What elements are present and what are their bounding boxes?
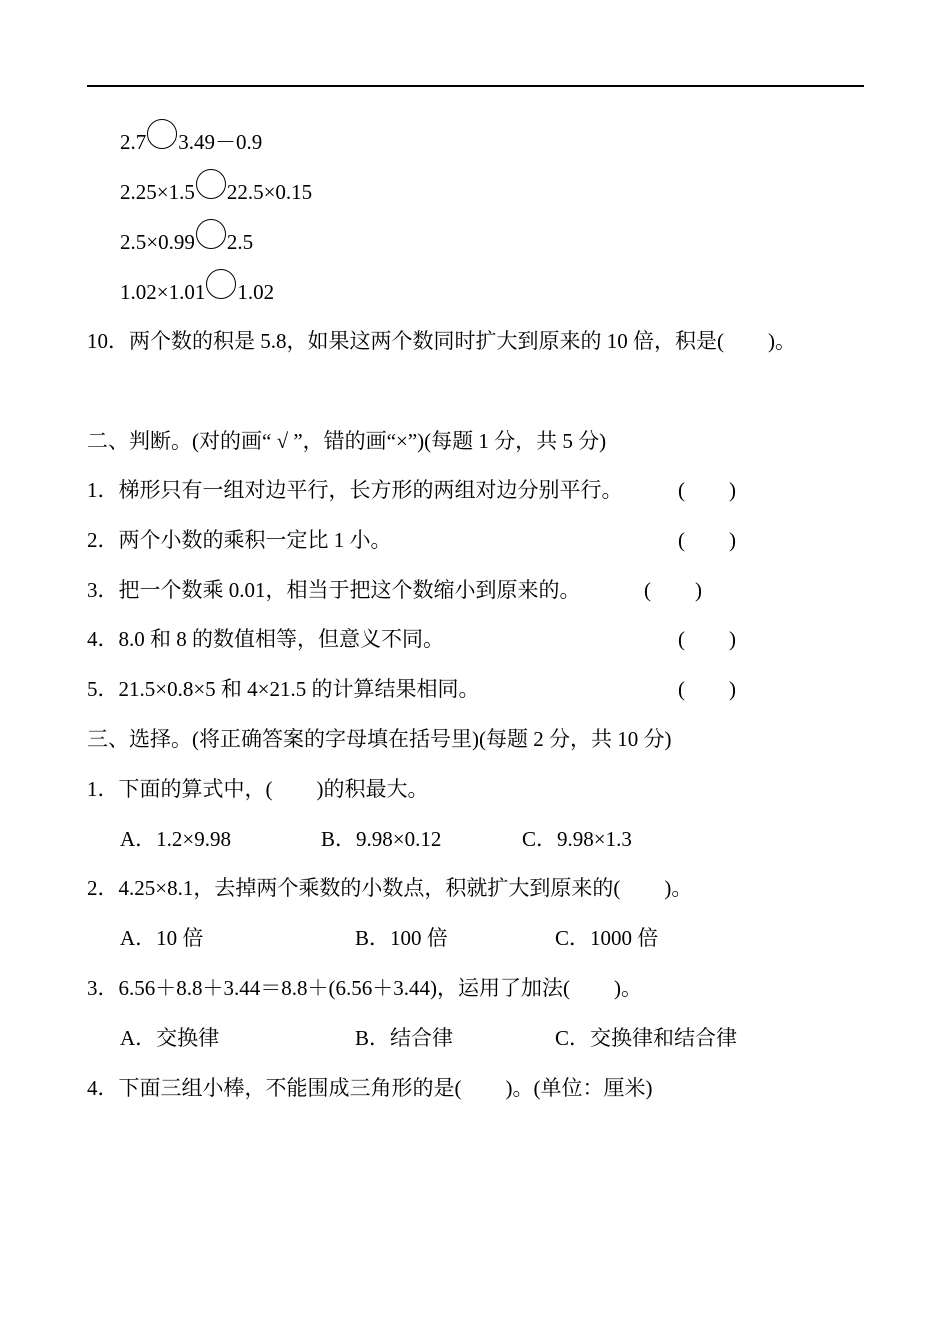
answer-circle[interactable] <box>196 169 226 199</box>
comparison-left: 1.02×1.01 <box>120 280 206 304</box>
judge-item-4: 4．8.0 和 8 的数值相等，但意义不同。 <box>87 627 444 651</box>
choice-3-option-c[interactable]: C．交换律和结合律 <box>555 1026 738 1050</box>
question-10-close: )。 <box>768 329 796 353</box>
comparison-left: 2.5×0.99 <box>120 230 195 254</box>
judge-answer-5[interactable]: ( ) <box>678 677 736 701</box>
judge-answer-2[interactable]: ( ) <box>678 528 736 552</box>
choice-question-4: 4．下面三组小棒，不能围成三角形的是( )。(单位：厘米) <box>87 1076 653 1100</box>
comparison-right: 22.5×0.15 <box>226 180 313 204</box>
comparison-row-1 <box>120 127 262 157</box>
section-2-title: 二、判断。(对的画“ √ ”，错的画“×”)(每题 1 分，共 5 分) <box>87 429 607 453</box>
choice-question-1: 1．下面的算式中，( )的积最大。 <box>87 777 429 801</box>
section-3-title: 三、选择。(将正确答案的字母填在括号里)(每题 2 分，共 10 分) <box>87 727 672 751</box>
judge-answer-1[interactable]: ( ) <box>678 478 736 502</box>
question-10-stem: 10．两个数的积是 5.8，如果这两个数同时扩大到原来的 10 倍，积是( <box>87 329 724 353</box>
choice-3-option-b[interactable]: B．结合律 <box>355 1026 454 1050</box>
question-10 <box>87 327 796 355</box>
comparison-left: 2.25×1.5 <box>120 180 195 204</box>
choice-question-3: 3．6.56＋8.8＋3.44＝8.8＋(6.56＋3.44)，运用了加法( )。 <box>87 976 642 1000</box>
choice-2-option-a[interactable]: A．10 倍 <box>120 926 204 950</box>
choice-2-option-b[interactable]: B．100 倍 <box>355 926 448 950</box>
choice-1-option-a[interactable]: A．1.2×9.98 <box>120 827 232 851</box>
choice-2-option-c[interactable]: C．1000 倍 <box>555 926 659 950</box>
header-rule <box>87 85 864 87</box>
choice-1-option-b[interactable]: B．9.98×0.12 <box>321 827 442 851</box>
judge-answer-3[interactable]: ( ) <box>644 578 702 602</box>
answer-circle[interactable] <box>206 269 236 299</box>
comparison-row-3 <box>120 227 253 257</box>
comparison-right: 3.49－0.9 <box>178 130 263 154</box>
choice-1-option-c[interactable]: C．9.98×1.3 <box>522 827 632 851</box>
choice-question-2: 2．4.25×8.1，去掉两个乘数的小数点，积就扩大到原来的( )。 <box>87 876 693 900</box>
comparison-right: 1.02 <box>237 280 275 304</box>
judge-item-5: 5．21.5×0.8×5 和 4×21.5 的计算结果相同。 <box>87 677 480 701</box>
comparison-right: 2.5 <box>226 230 254 254</box>
comparison-row-4 <box>120 277 274 307</box>
answer-circle[interactable] <box>147 119 177 149</box>
comparison-row-2 <box>120 177 312 207</box>
answer-circle[interactable] <box>196 219 226 249</box>
judge-answer-4[interactable]: ( ) <box>678 627 736 651</box>
judge-item-1: 1．梯形只有一组对边平行，长方形的两组对边分别平行。 <box>87 478 623 502</box>
judge-item-2: 2．两个小数的乘积一定比 1 小。 <box>87 528 392 552</box>
choice-3-option-a[interactable]: A．交换律 <box>120 1026 220 1050</box>
judge-item-3: 3．把一个数乘 0.01，相当于把这个数缩小到原来的。 <box>87 578 581 602</box>
comparison-left: 2.7 <box>120 130 147 154</box>
